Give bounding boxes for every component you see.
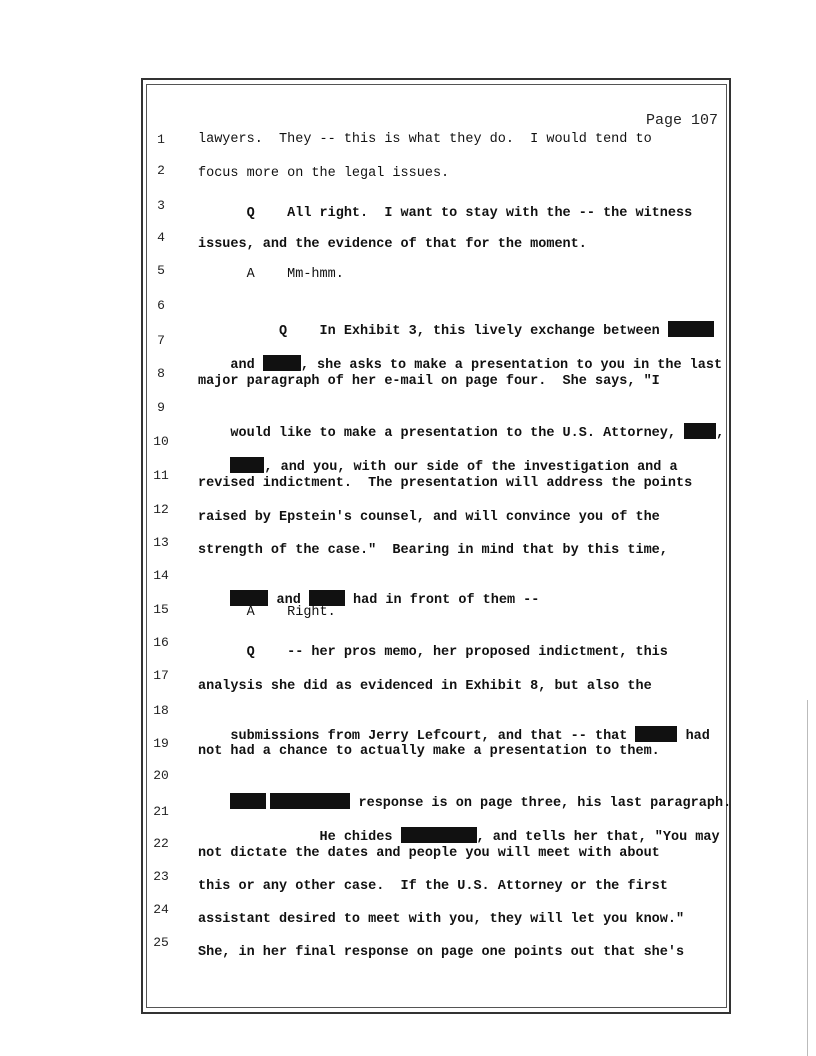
scan-edge-line [807,700,808,1056]
line-text: , and tells her that, "You may [476,830,720,845]
page-number: Page 107 [645,112,718,129]
line-number: 7 [157,333,165,348]
transcript-line: not had a chance to actually make a presentation to them. [198,744,660,759]
line-number: 23 [153,869,169,884]
transcript-line: analysis she did as evidenced in Exhibit 8, but also the [198,679,652,694]
redaction-block [230,793,266,809]
transcript-line: focus more on the legal issues. [198,166,450,181]
line-number: 5 [157,263,165,278]
line-number: 18 [153,703,169,718]
line-number: 1 [157,132,165,147]
transcript-line: Q All right. I want to stay with the -- the witness [198,206,693,221]
transcript-line: Q -- her pros memo, her proposed indictment, this [198,645,668,660]
transcript-line: assistant desired to meet with you, they will let you know." [198,912,685,927]
redaction-block [668,321,714,337]
line-text: response is on page three, his last paragraph. [350,796,732,811]
line-text: and [230,358,263,373]
line-text: had [677,729,710,744]
line-number: 3 [157,198,165,213]
line-number: 14 [153,568,169,583]
transcript-line: strength of the case." Bearing in mind that by this time, [198,543,668,558]
line-text: , and you, with our side of the investigation and a [264,460,678,475]
transcript-line: not dictate the dates and people you will meet with about [198,846,660,861]
line-number: 16 [153,635,169,650]
redaction-block [309,590,345,606]
redaction-block [401,827,477,843]
redaction-block [230,590,268,606]
line-number: 19 [153,736,169,751]
line-number: 9 [157,400,165,415]
line-number: 24 [153,902,169,917]
redaction-block [263,355,301,371]
transcript-line: A Right. [198,605,336,620]
transcript-line: this or any other case. If the U.S. Attorney or the first [198,879,668,894]
transcript-line: major paragraph of her e-mail on page four. She says, "I [198,374,660,389]
line-number: 21 [153,804,169,819]
transcript-line: issues, and the evidence of that for the moment. [198,237,587,252]
line-text: and [268,593,309,608]
transcript-line: raised by Epstein's counsel, and will convince you of the [198,510,660,525]
line-text: had in front of them -- [344,593,540,608]
line-number: 17 [153,668,169,683]
line-text: Q In Exhibit 3, this lively exchange between [230,324,660,339]
line-number: 15 [153,602,169,617]
line-text: He chides [230,830,401,845]
line-number: 20 [153,768,169,783]
line-number: 6 [157,298,165,313]
line-number: 22 [153,836,169,851]
transcript-line: revised indictment. The presentation will address the points [198,476,693,491]
transcript-line: would like to make a presentation to the U.S. Attorney, , [198,408,724,456]
line-number: 11 [153,468,169,483]
redaction-block [684,423,716,439]
transcript-line: She, in her final response on page one points out that she's [198,945,685,960]
transcript-line: A Mm-hmm. [198,267,344,282]
line-number: 4 [157,230,165,245]
transcript-line: lawyers. They -- this is what they do. I would tend to [198,132,652,147]
line-text: , she asks to make a presentation to you in the last [300,358,723,373]
line-number: 13 [153,535,169,550]
line-text: would like to make a presentation to the U.S. Attorney, [230,426,685,441]
redaction-block [635,726,677,742]
redaction-block [270,793,350,809]
line-number: 12 [153,502,169,517]
line-number: 25 [153,935,169,950]
line-number: 8 [157,366,165,381]
line-number: 2 [157,163,165,178]
redaction-block [230,457,264,473]
line-text: submissions from Jerry Lefcourt, and that -- that [230,729,636,744]
line-number: 10 [153,434,169,449]
